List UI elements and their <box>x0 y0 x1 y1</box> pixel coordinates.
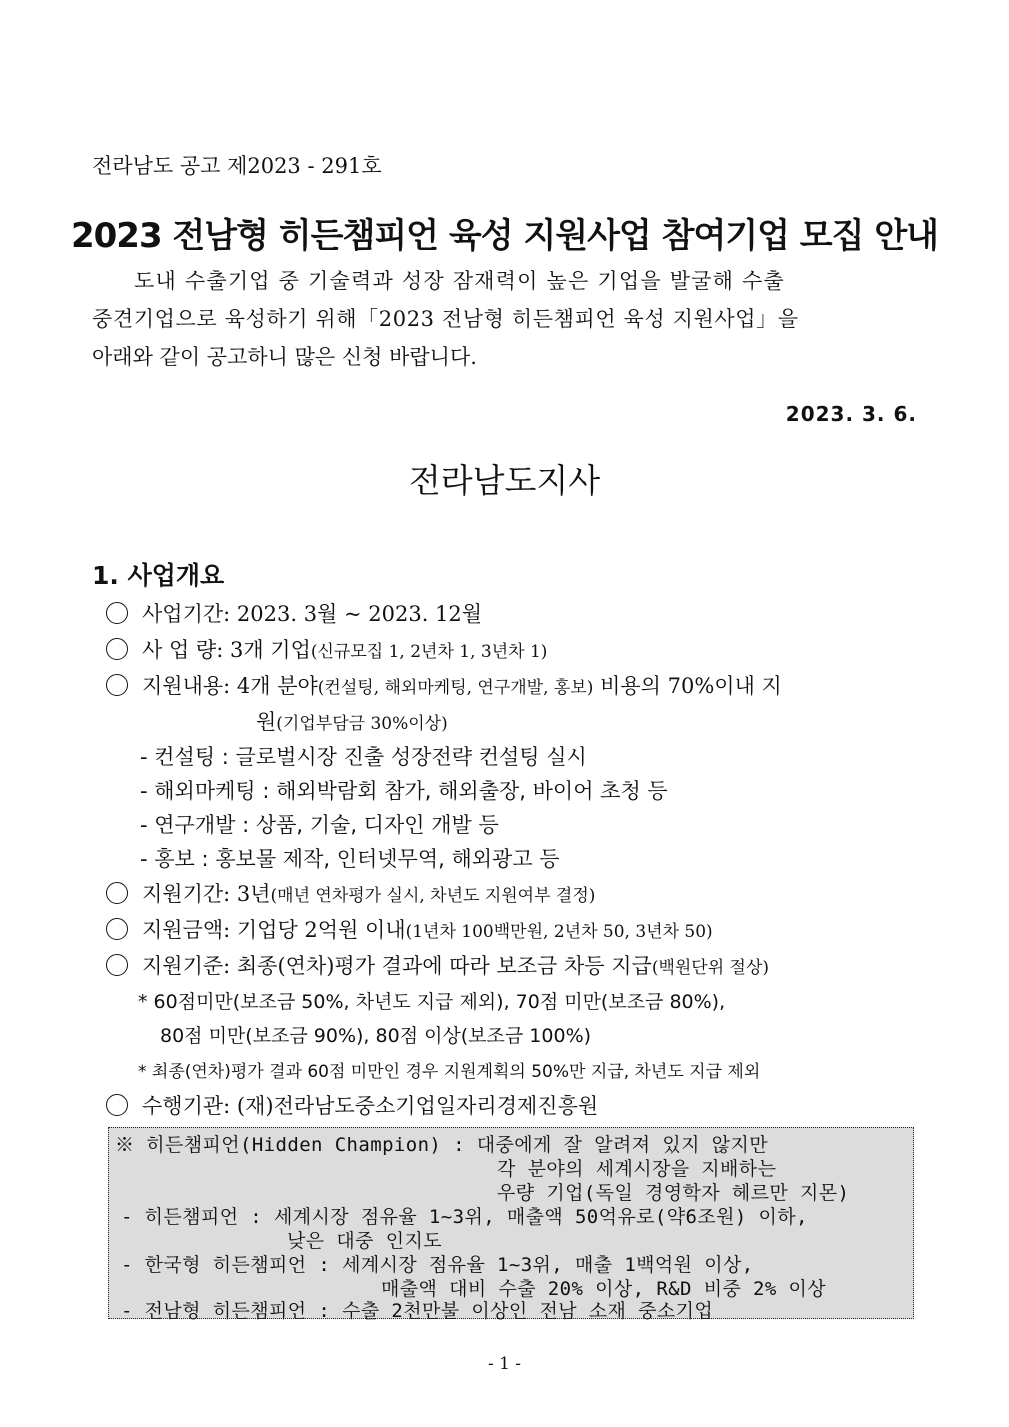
circle-bullet-icon <box>106 954 128 976</box>
criteria-note-1b: 80점 미만(보조금 90%), 80점 이상(보조금 100%) <box>160 1025 592 1047</box>
criteria-note-2: * 최종(연차)평가 결과 60점 미만인 경우 지원계획의 50%만 지급, 차년도 지급 제외 <box>138 1062 761 1082</box>
list-item-consulting: - 컨설팅 : 글로벌시장 진출 성장전략 컨설팅 실시 <box>140 745 587 769</box>
criteria-note-1a: * 60점미만(보조금 50%, 차년도 지급 제외), 70점 미만(보조금 80%), <box>138 991 726 1013</box>
page-number: - 1 - <box>487 1354 522 1374</box>
section-heading: 1. 사업개요 <box>92 561 225 590</box>
box-line: 각 분야의 세계시장을 지배하는 <box>497 1158 777 1180</box>
box-line: 우량 기업(독일 경영학자 헤르만 지몬) <box>497 1182 850 1204</box>
criteria-item: 지원기준: 최종(연차)평가 결과에 따라 보조금 차등 지급(백원단위 절상) <box>106 950 769 980</box>
box-line: 매출액 대비 수출 20% 이상, R&D 비중 2% 이상 <box>381 1278 827 1300</box>
box-line: ※ 히든챔피언(Hidden Champion) : 대중에게 잘 알려져 있지 않지만 <box>115 1134 768 1156</box>
intro-line-3: 아래와 같이 공고하니 많은 신청 바랍니다. <box>92 345 477 369</box>
list-item-promotion: - 홍보 : 홍보물 제작, 인터넷무역, 해외광고 등 <box>140 847 560 871</box>
agency-item: 수행기관: (재)전라남도중소기업일자리경제진흥원 <box>106 1090 598 1120</box>
circle-bullet-icon <box>106 1094 128 1116</box>
list-item-rnd: - 연구개발 : 상품, 기술, 디자인 개발 등 <box>140 813 499 837</box>
announcement-date: 2023. 3. 6. <box>785 402 917 426</box>
list-item-marketing: - 해외마케팅 : 해외박람회 참가, 해외출장, 바이어 초청 등 <box>140 779 668 803</box>
intro-line-2: 중견기업으로 육성하기 위해「2023 전남형 히든챔피언 육성 지원사업」을 <box>92 307 799 331</box>
organization-name: 전라남도지사 <box>408 461 601 500</box>
box-line: - 히든챔피언 : 세계시장 점유율 1~3위, 매출액 50억유로(약6조원) 이하, <box>121 1206 808 1228</box>
period-item: 사업기간: 2023. 3월 ~ 2023. 12월 <box>106 598 482 628</box>
circle-bullet-icon <box>106 882 128 904</box>
box-line: 낮은 대중 인지도 <box>287 1230 442 1252</box>
circle-bullet-icon <box>106 638 128 660</box>
intro-paragraph <box>92 262 922 376</box>
page-title: 2023 전남형 히든챔피언 육성 지원사업 참여기업 모집 안내 <box>70 216 939 256</box>
circle-bullet-icon <box>106 674 128 696</box>
box-line: - 한국형 히든챔피언 : 세계시장 점유율 1~3위, 매출 1백억원 이상, <box>121 1254 754 1276</box>
content-item-continued: 원(기업부담금 30%이상) <box>256 710 448 734</box>
circle-bullet-icon <box>106 602 128 624</box>
volume-item: 사 업 량: 3개 기업(신규모집 1, 2년차 1, 3년차 1) <box>106 634 547 664</box>
intro-line-1: 도내 수출기업 중 기술력과 성장 잠재력이 높은 기업을 발굴해 수출 <box>134 269 785 293</box>
duration-item: 지원기간: 3년(매년 연차평가 실시, 차년도 지원여부 결정) <box>106 878 595 908</box>
content-item: 지원내용: 4개 분야(컨설팅, 해외마케팅, 연구개발, 홍보) 비용의 70%이내 지 <box>106 670 782 700</box>
amount-item: 지원금액: 기업당 2억원 이내(1년차 100백만원, 2년차 50, 3년차 50) <box>106 914 713 944</box>
hidden-champion-definition-box <box>108 1127 914 1322</box>
notice-number: 전라남도 공고 제2023 - 291호 <box>92 154 382 178</box>
circle-bullet-icon <box>106 918 128 940</box>
box-line: - 전남형 히든챔피언 : 수출 2천만불 이상인 전남 소재 중소기업 <box>121 1300 714 1322</box>
